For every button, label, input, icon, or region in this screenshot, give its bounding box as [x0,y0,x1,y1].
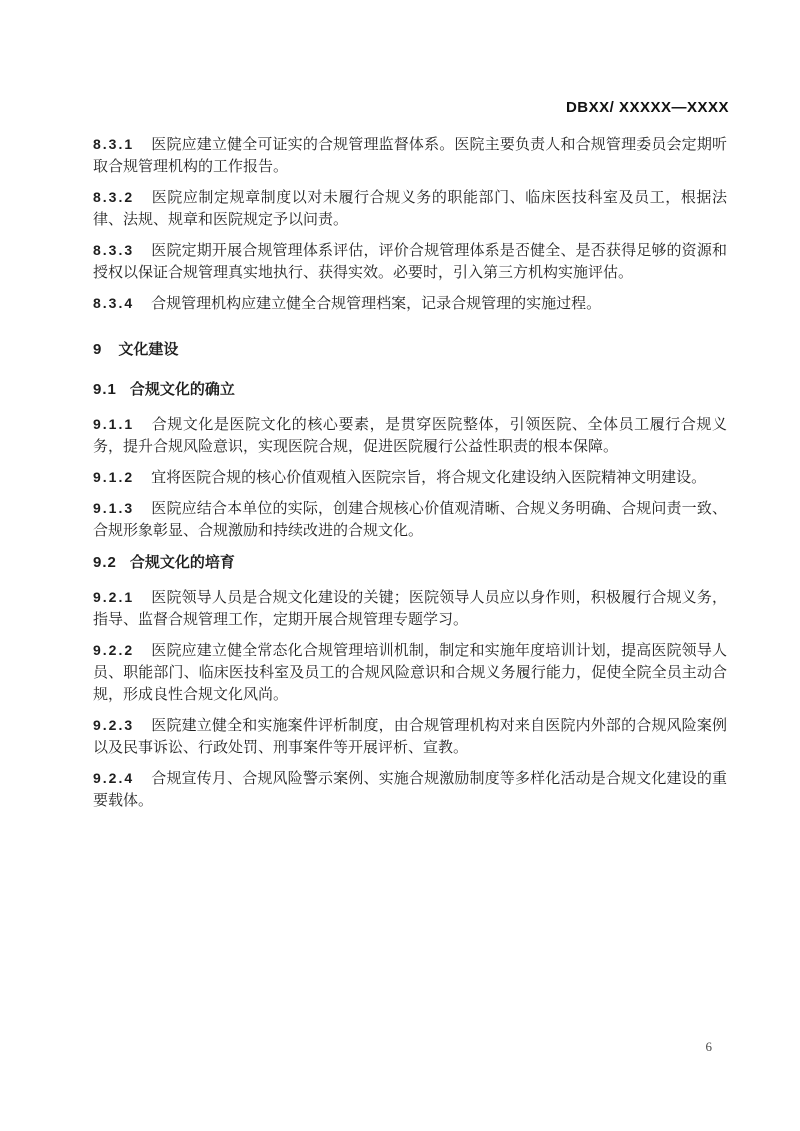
clause-text: 医院应建立健全可证实的合规管理监督体系。医院主要负责人和合规管理委员会定期听取合规管理机构的工作报告。 [93,137,727,175]
clause-8-3-3 [93,239,727,284]
document-body [93,126,727,820]
clause-text: 合规管理机构应建立健全合规管理档案，记录合规管理的实施过程。 [151,296,602,312]
section-title: 合规文化的培育 [129,554,235,571]
clause-9-2-1 [93,586,727,631]
clause-text: 宜将医院合规的核心价值观植入医院宗旨，将合规文化建设纳入医院精神文明建设。 [151,470,707,486]
clause-number: 9.1.1 [93,416,135,432]
clause-9-2-3 [93,714,727,759]
clause-number: 9.1.2 [93,469,135,485]
clause-number: 8.3.2 [93,189,135,205]
clause-8-3-4 [93,292,727,315]
section-title: 合规文化的确立 [129,381,235,398]
clause-text: 医院领导人员是合规文化建设的关键；医院领导人员应以身作则，积极履行合规义务，指导、监督合规管理工作，定期开展合规管理专题学习。 [93,590,727,628]
clause-number: 9.2.1 [93,589,135,605]
clause-9-2-2 [93,639,727,706]
clause-text: 医院建立健全和实施案件评析制度，由合规管理机构对来自医院内外部的合规风险案例以及民事诉讼、行政处罚、刑事案件等开展评析、宣教。 [93,718,727,756]
clause-text: 医院应结合本单位的实际，创建合规核心价值观清晰、合规义务明确、合规问责一致、合规形象彰显、合规激励和持续改进的合规文化。 [93,501,727,539]
chapter-number: 9 [93,341,103,358]
clause-9-1-2 [93,466,727,489]
clause-text: 医院定期开展合规管理体系评估，评价合规管理体系是否健全、是否获得足够的资源和授权以保证合规管理真实地执行、获得实效。必要时，引入第三方机构实施评估。 [93,243,727,281]
clause-number: 9.1.3 [93,500,135,516]
clause-number: 8.3.1 [93,136,135,152]
clause-text: 合规文化是医院文化的核心要素，是贯穿医院整体，引领医院、全体员工履行合规义务，提升合规风险意识，实现医院合规，促进医院履行公益性职责的根本保障。 [93,417,727,455]
clause-text: 医院应制定规章制度以对未履行合规义务的职能部门、临床医技科室及员工，根据法律、法规、规章和医院规定予以问责。 [93,190,727,228]
clause-number: 8.3.3 [93,242,135,258]
clause-text: 合规宣传月、合规风险警示案例、实施合规激励制度等多样化活动是合规文化建设的重要载体。 [93,771,727,809]
chapter-title: 文化建设 [118,341,179,358]
document-reference: DBXX/ XXXXX—XXXX [565,99,729,116]
clause-9-1-3 [93,497,727,542]
chapter-heading-9 [93,339,727,361]
clause-number: 9.2.3 [93,717,135,733]
clause-text: 医院应建立健全常态化合规管理培训机制，制定和实施年度培训计划，提高医院领导人员、职能部门、临床医技科室及员工的合规风险意识和合规义务履行能力，促使全院全员主动合规，形成良性合规文化风尚。 [93,643,727,703]
section-heading-9-2 [93,552,727,574]
section-number: 9.2 [93,554,117,571]
section-number: 9.1 [93,381,117,398]
clause-8-3-2 [93,186,727,231]
page-number: 6 [705,1039,712,1054]
clause-number: 9.2.4 [93,770,135,786]
clause-8-3-1 [93,133,727,178]
clause-9-2-4 [93,767,727,812]
clause-9-1-1 [93,413,727,458]
section-heading-9-1 [93,379,727,401]
clause-number: 8.3.4 [93,295,135,311]
clause-number: 9.2.2 [93,642,135,658]
